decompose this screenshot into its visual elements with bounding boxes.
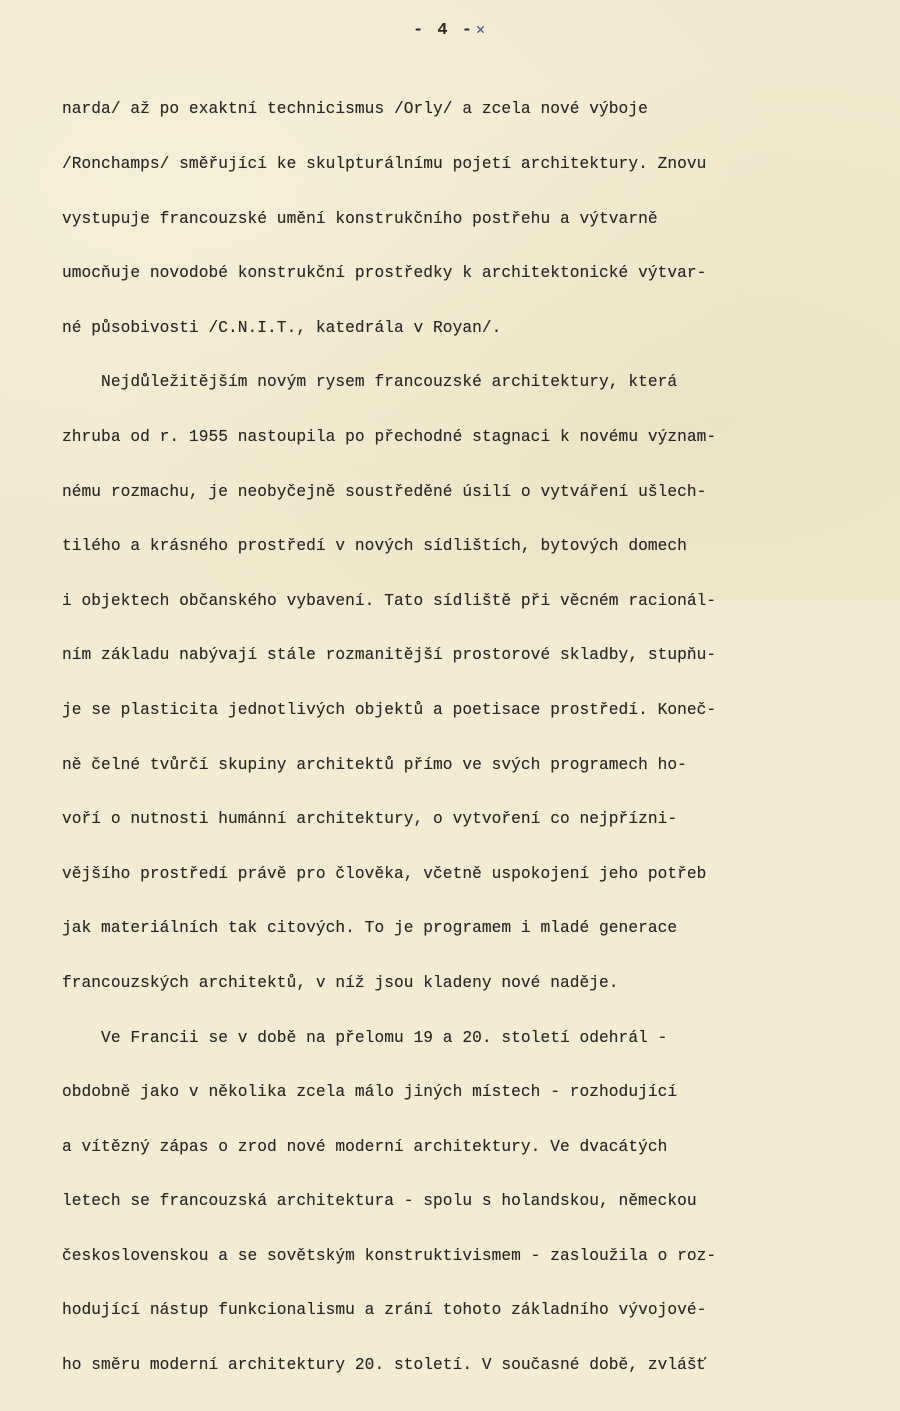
text-line: československou a se sovětským konstruktivismem - zasloužila o roz- bbox=[62, 1246, 717, 1265]
text-line: né působivosti /C.N.I.T., katedrála v Royan/. bbox=[62, 318, 502, 337]
text-line: vystupuje francouzské umění konstrukčního postřehu a výtvarně bbox=[62, 209, 658, 228]
text-line: obdobně jako v několika zcela málo jiných místech - rozhodující bbox=[62, 1083, 678, 1102]
page-number-label: - 4 - bbox=[412, 21, 474, 40]
text-line: voří o nutnosti humánní architektury, o vytvoření co nejpřízni- bbox=[62, 810, 678, 829]
text-line: letech se francouzská architektura - spolu s holandskou, německou bbox=[62, 1192, 697, 1211]
text-line: tilého a krásného prostředí v nových sídlištích, bytových domech bbox=[62, 537, 687, 556]
text-line: zhruba od r. 1955 nastoupila po přechodné stagnaci k novému význam- bbox=[62, 427, 717, 446]
text-line: Ve Francii se v době na přelomu 19 a 20. století odehrál - bbox=[62, 1028, 668, 1047]
text-line: a vítězný zápas o zrod nové moderní architektury. Ve dvacátých bbox=[62, 1137, 668, 1156]
text-line: jak materiálních tak citových. To je programem i mladé generace bbox=[62, 919, 678, 938]
text-line: ně čelné tvůrčí skupiny architektů přímo ve svých programech ho- bbox=[62, 755, 687, 774]
text-line: i objektech občanského vybavení. Tato sídliště při věcném racionál- bbox=[62, 591, 717, 610]
text-line: ho směru moderní architektury 20. století. V současné době, zvlášť bbox=[62, 1356, 707, 1375]
text-line: Nejdůležitějším novým rysem francouzské architektury, která bbox=[62, 373, 678, 392]
text-line: ním základu nabývají stále rozmanitější prostorové skladby, stupňu- bbox=[62, 646, 717, 665]
typed-text-body bbox=[62, 64, 862, 1411]
pen-mark-icon: ✕ bbox=[475, 22, 488, 39]
text-line: hodující nástup funkcionalismu a zrání tohoto základního vývojové- bbox=[62, 1301, 707, 1320]
text-line: nému rozmachu, je neobyčejně soustředěné úsilí o vytváření ušlech- bbox=[62, 482, 707, 501]
text-line: vějšího prostředí právě pro člověka, včetně uspokojení jeho potřeb bbox=[62, 864, 707, 883]
text-line: francouzských architektů, v níž jsou kladeny nové naděje. bbox=[62, 973, 619, 992]
page-number bbox=[0, 20, 900, 40]
text-line: je se plasticita jednotlivých objektů a poetisace prostředí. Koneč- bbox=[62, 700, 717, 719]
text-line: narda/ až po exaktní technicismus /Orly/ a zcela nové výboje bbox=[62, 100, 648, 119]
text-line: /Ronchamps/ směřující ke skulpturálnímu pojetí architektury. Znovu bbox=[62, 155, 707, 173]
text-line: umocňuje novodobé konstrukční prostředky k architektonické výtvar- bbox=[62, 264, 707, 283]
